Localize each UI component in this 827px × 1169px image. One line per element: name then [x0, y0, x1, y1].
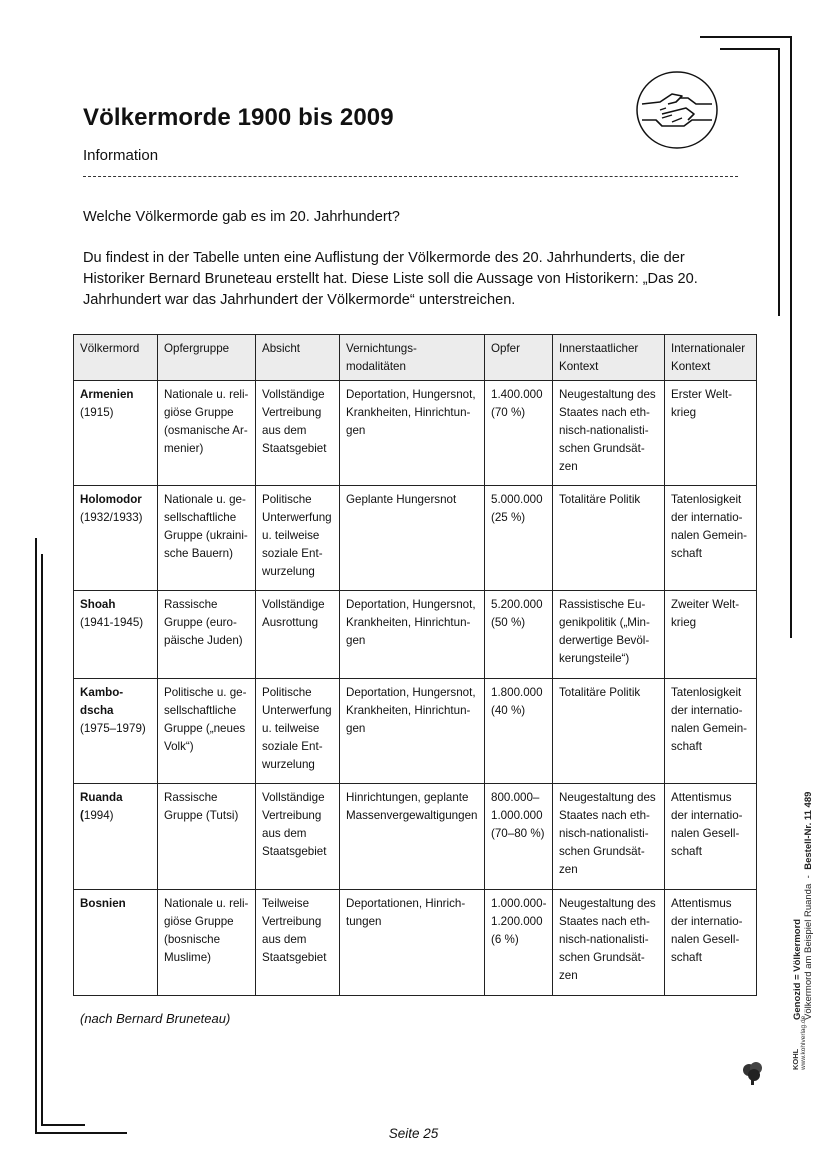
genocide-name: Bosnien [80, 897, 126, 910]
domestic-context-cell: Neugestaltung des Staates nach eth- nisch-nationalisti- schen Grundsät- zen [553, 784, 665, 890]
genocide-year: (1915) [80, 406, 114, 419]
frame-line-top-right-inner [720, 48, 780, 50]
genocide-cell [74, 591, 158, 679]
column-header: Völkermord [74, 335, 158, 381]
frame-line-left-inner [41, 554, 43, 1124]
victims-group-cell: Nationale u. reli- giöse Gruppe (bosnische Muslime) [158, 890, 256, 996]
international-context-cell: Tatenlosigkeit der internatio- nalen Gemein- schaft [665, 679, 757, 784]
victims-group-cell: Rassische Gruppe (euro- päische Juden) [158, 591, 256, 679]
genocide-table [73, 334, 757, 996]
genocide-name: Shoah [80, 598, 116, 611]
methods-cell: Hinrichtungen, geplante Massenvergewaltigungen [340, 784, 485, 890]
genocide-year: 1994) [83, 809, 114, 822]
side-topic: Genozid = Völkermord [792, 918, 803, 1020]
victims-cell: 800.000– 1.000.000 (70–80 %) [485, 784, 553, 890]
intent-cell: Vollständige Vertreibung aus dem Staatsgebiet [256, 381, 340, 486]
intent-cell: Politische Unterwerfung u. teilweise soziale Ent- wurzelung [256, 679, 340, 784]
side-imprint [792, 792, 814, 1020]
genocide-cell [74, 381, 158, 486]
source-note: (nach Bernard Bruneteau) [80, 1011, 231, 1026]
order-number: Bestell-Nr. 11 489 [803, 791, 814, 870]
genocide-year: (1975–1979) [80, 722, 146, 735]
page-number: Seite 25 [388, 1126, 439, 1141]
domestic-context-cell: Rassistische Eu- genikpolitik („Min- derwertige Bevöl- kerungsteile“) [553, 591, 665, 679]
frame-line-right-outer [790, 36, 792, 638]
international-context-cell: Attentismus der internatio- nalen Gesell- schaft [665, 890, 757, 996]
dashed-divider [83, 176, 738, 177]
international-context-cell: Attentismus der internatio- nalen Gesell- schaft [665, 784, 757, 890]
genocide-cell [74, 679, 158, 784]
domestic-context-cell: Neugestaltung des Staates nach eth- nisch-nationalisti- schen Grundsät- zen [553, 890, 665, 996]
table-header-row [74, 335, 757, 381]
publisher-url: www.kohlverlag.de [800, 1015, 807, 1070]
table-row [74, 890, 757, 996]
victims-cell: 1.000.000- 1.200.000 (6 %) [485, 890, 553, 996]
side-title: Völkermord am Beispiel Ruanda [803, 883, 814, 1020]
side-separator: - [803, 875, 814, 879]
victims-group-cell: Nationale u. ge- sellschaftliche Gruppe (ukraini- sche Bauern) [158, 486, 256, 591]
methods-cell: Deportation, Hungersnot, Krankheiten, Hinrichtun- gen [340, 679, 485, 784]
column-header: Vernichtungs- modalitäten [340, 335, 485, 381]
victims-cell: 5.000.000 (25 %) [485, 486, 553, 591]
intent-cell: Vollständige Ausrottung [256, 591, 340, 679]
genocide-name: Armenien [80, 388, 134, 401]
victims-group-cell: Politische u. ge- sellschaftliche Gruppe („neues Volk“) [158, 679, 256, 784]
methods-cell: Geplante Hungersnot [340, 486, 485, 591]
genocide-name: Ruanda ( [80, 791, 123, 822]
victims-cell: 1.400.000 (70 %) [485, 381, 553, 486]
intro-paragraph: Du findest in der Tabelle unten eine Auflistung der Völkermorde des 20. Jahrhunderts, die der Historiker Bernard Bruneteau erstellt hat. Diese Liste soll die Aussage von Historikern: „Das 20. Jahrhundert war das Jahrhundert der Völkermorde“ unterstreichen. [83, 250, 698, 308]
international-context-cell: Tatenlosigkeit der internatio- nalen Gemein- schaft [665, 486, 757, 591]
table-row [74, 486, 757, 591]
domestic-context-cell: Neugestaltung des Staates nach eth- nisch-nationalisti- schen Grundsät- zen [553, 381, 665, 486]
publisher-imprint [792, 1016, 808, 1070]
frame-line-right-inner [778, 48, 780, 316]
column-header: Innerstaatlicher Kontext [553, 335, 665, 381]
genocide-year: (1932/1933) [80, 511, 143, 524]
table-row [74, 679, 757, 784]
column-header: Opfer [485, 335, 553, 381]
genocide-name: Kambo- dscha [80, 686, 124, 717]
genocide-cell [74, 486, 158, 591]
methods-cell: Deportation, Hungersnot, Krankheiten, Hinrichtun- gen [340, 591, 485, 679]
genocide-cell [74, 784, 158, 890]
page-title: Völkermorde 1900 bis 2009 [83, 104, 394, 131]
international-context-cell: Zweiter Welt- krieg [665, 591, 757, 679]
side-imprint-line1 [792, 792, 803, 1020]
column-header: Internationaler Kontext [665, 335, 757, 381]
genocide-cell [74, 890, 158, 996]
column-header: Absicht [256, 335, 340, 381]
international-context-cell: Erster Welt- krieg [665, 381, 757, 486]
table-row [74, 591, 757, 679]
frame-line-left-outer [35, 538, 37, 1134]
domestic-context-cell: Totalitäre Politik [553, 486, 665, 591]
publisher-brand: KOHL [791, 1048, 800, 1070]
victims-cell: 1.800.000 (40 %) [485, 679, 553, 784]
methods-cell: Deportation, Hungersnot, Krankheiten, Hinrichtun- gen [340, 381, 485, 486]
handshake-icon [632, 68, 722, 152]
table-row [74, 784, 757, 890]
methods-cell: Deportationen, Hinrich- tungen [340, 890, 485, 996]
table-row [74, 381, 757, 486]
intent-cell: Vollständige Vertreibung aus dem Staatsgebiet [256, 784, 340, 890]
intent-cell: Politische Unterwerfung u. teilweise soziale Ent- wurzelung [256, 486, 340, 591]
victims-group-cell: Rassische Gruppe (Tutsi) [158, 784, 256, 890]
genocide-year: (1941-1945) [80, 616, 144, 629]
intent-cell: Teilweise Vertreibung aus dem Staatsgebiet [256, 890, 340, 996]
victims-cell: 5.200.000 (50 %) [485, 591, 553, 679]
column-header: Opfergruppe [158, 335, 256, 381]
domestic-context-cell: Totalitäre Politik [553, 679, 665, 784]
tree-icon [740, 1060, 766, 1086]
side-imprint-line2 [803, 792, 814, 1020]
victims-group-cell: Nationale u. reli- giöse Gruppe (osmanische Ar- menier) [158, 381, 256, 486]
page-subtitle: Information [83, 147, 159, 164]
frame-line-top-right [700, 36, 792, 38]
genocide-name: Holomodor [80, 493, 142, 506]
intro-question: Welche Völkermorde gab es im 20. Jahrhundert? [83, 209, 400, 225]
